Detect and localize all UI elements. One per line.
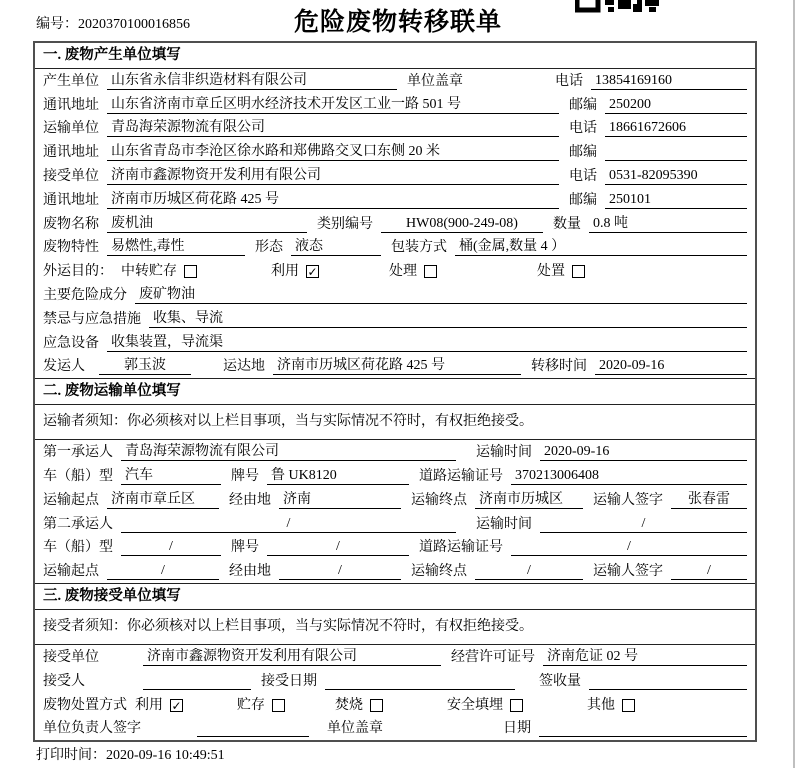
field-label: 邮编 [569,145,597,161]
field-value: / [107,562,219,580]
print-time [36,744,225,764]
checkbox-field [335,697,447,714]
field-label: 单位盖章 [407,73,463,89]
field-value: 济南市历城区荷花路 425 号 [273,357,521,375]
form-row [35,355,755,379]
field-label: 废物处置方式 [43,697,127,713]
field-label: 运输人签字 [593,564,663,580]
field-label: 包装方式 [391,240,447,256]
checkbox-label: 焚烧 [335,697,363,713]
field-value: 废机油 [107,215,307,233]
field-value: / [511,538,747,556]
field-label: 发运人 [43,359,85,375]
field-label: 单位盖章 [327,721,383,737]
field-value: 废矿物油 [135,286,747,304]
field-label: 电话 [569,168,597,184]
field-value: 18661672606 [605,119,747,137]
field-value: 郭玉波 [99,357,191,375]
checkbox-label: 贮存 [237,697,265,713]
field-label: 运输终点 [411,492,467,508]
field-value: 250101 [605,191,747,209]
field-value: 0.8 吨 [589,215,747,233]
form-row [35,559,755,583]
form-row [35,236,755,260]
field-label: 运输起点 [43,564,99,580]
field-value: / [279,562,401,580]
field-label: 废物特性 [43,240,99,256]
field-value: 青岛海荣源物流有限公司 [121,443,456,461]
checkbox-icon [510,699,523,712]
field-value: 13854169160 [591,72,747,90]
field-label: 转移时间 [531,359,587,375]
field-value: / [475,562,583,580]
field-label: 道路运输证号 [419,540,503,556]
field-label: 主要危险成分 [43,287,127,303]
field-label: 道路运输证号 [419,468,503,484]
field-label: 日期 [503,721,531,737]
page-edge-line [793,0,795,768]
doc-number-value: 2020370100016856 [78,17,190,32]
section-heading: 一. 废物产生单位填写 [35,43,755,69]
field-label: 签收量 [539,673,581,689]
field-value: 济南 [279,491,401,509]
checkbox-label: 其他 [587,697,615,713]
field-label: 通讯地址 [43,97,99,113]
field-value: / [540,515,747,533]
qr-code-fragment [575,0,663,13]
field-label: 外运目的： [43,264,113,280]
form-row [35,440,755,464]
field-value: 370213006408 [511,467,747,485]
field-value: 青岛海荣源物流有限公司 [107,119,559,137]
field-label: 牌号 [231,468,259,484]
form-row [35,188,755,212]
form-row [35,717,755,741]
field-value: 济南市鑫源物资开发利用有限公司 [143,648,441,666]
field-value [143,672,251,690]
checkbox-field [135,697,237,714]
field-value: 易燃性,毒性 [107,238,245,256]
section-note: 接受者须知：你必须核对以上栏目事项，当与实际情况不符时，有权拒绝接受。 [35,610,755,645]
field-value [605,143,747,161]
checkbox-field [121,263,271,280]
field-value: 鲁 UK8120 [267,467,409,485]
field-value: 2020-09-16 [540,443,747,461]
field-label: 运输时间 [476,516,532,532]
field-label: 第一承运人 [43,445,113,461]
checkbox-label: 中转贮存 [121,264,177,280]
field-label: 接受日期 [261,673,317,689]
field-value [589,672,747,690]
page-title: 危险废物转移联单 [293,9,502,36]
field-label: 数量 [553,216,581,232]
field-label: 经由地 [229,564,271,580]
checkbox-label: 处置 [537,264,565,280]
section-heading: 二. 废物运输单位填写 [35,378,755,405]
checkbox-field [587,697,635,714]
checkbox-checked-icon: ✓ [307,265,318,280]
form-row [35,117,755,141]
checkbox-label: 利用 [271,264,299,280]
field-value: 0531-82095390 [605,167,747,185]
print-time-value: 2020-09-16 10:49:51 [106,748,225,763]
field-label: 形态 [255,240,283,256]
field-value: 济南市章丘区 [107,491,219,509]
field-label: 废物名称 [43,216,99,232]
doc-number-label: 编号： [36,17,78,32]
field-label: 牌号 [231,540,259,556]
section-heading: 三. 废物接受单位填写 [35,583,755,610]
field-value: 收集、导流 [149,310,747,328]
field-value: 山东省青岛市李沧区徐水路和郑佛路交叉口东侧 20 米 [107,143,559,161]
field-label: 第二承运人 [43,516,113,532]
form-row [35,164,755,188]
field-label: 禁忌与应急措施 [43,311,141,327]
field-label: 通讯地址 [43,192,99,208]
field-label: 经营许可证号 [451,649,535,665]
form-table [33,41,757,742]
field-value: 张春雷 [671,491,747,509]
field-value: 收集装置，导流渠 [107,334,747,352]
form-row [35,645,755,669]
field-label: 运输终点 [411,564,467,580]
form-row [35,488,755,512]
field-label: 运输人签字 [593,492,663,508]
form-row [35,693,755,717]
checkbox-icon [370,699,383,712]
field-value: 济南危证 02 号 [543,648,747,666]
checkbox-icon [424,265,437,278]
field-label: 运输起点 [43,492,99,508]
checkbox-label: 安全填埋 [447,697,503,713]
checkbox-icon [572,265,585,278]
field-value: 济南市历城区荷花路 425 号 [107,191,559,209]
checkbox-checked-icon: ✓ [171,698,182,713]
field-value: 汽车 [121,467,221,485]
form-row [35,93,755,117]
field-value: 济南市历城区 [475,491,583,509]
form-row [35,464,755,488]
field-value: / [121,515,456,533]
form-row [35,283,755,307]
field-value: HW08(900-249-08) [381,215,543,233]
field-value [539,719,747,737]
form-row [35,536,755,560]
field-value: 山东省永信非织造材料有限公司 [107,72,397,90]
field-label: 车（船）型 [43,540,113,556]
form-row [35,140,755,164]
field-label: 单位负责人签字 [43,721,141,737]
field-label: 接受单位 [43,649,99,665]
field-value: 2020-09-16 [595,357,747,375]
field-value: / [671,562,747,580]
checkbox-label: 利用 [135,697,163,713]
form-row [35,69,755,93]
field-value: 250200 [605,96,747,114]
form-row [35,307,755,331]
field-value [197,719,309,737]
checkbox-field [237,697,335,714]
print-time-label: 打印时间： [36,748,106,763]
field-label: 车（船）型 [43,468,113,484]
field-value: 济南市鑫源物资开发利用有限公司 [107,167,559,185]
form-row [35,259,755,283]
field-label: 电话 [555,73,583,89]
checkbox-field [447,697,587,714]
checkbox-field [389,263,537,280]
field-label: 邮编 [569,97,597,113]
checkbox-icon [622,699,635,712]
form-row [35,669,755,693]
field-label: 接受人 [43,673,85,689]
form-row [35,331,755,355]
checkbox-field [271,263,389,280]
field-label: 经由地 [229,492,271,508]
field-value: 山东省济南市章丘区明水经济技术开发区工业一路 501 号 [107,96,559,114]
field-label: 运输时间 [476,445,532,461]
field-label: 电话 [569,121,597,137]
form-row [35,512,755,536]
field-label: 类别编号 [317,216,373,232]
checkbox-field [537,263,585,280]
checkbox-icon [184,265,197,278]
section-note: 运输者须知：你必须核对以上栏目事项，当与实际情况不符时，有权拒绝接受。 [35,405,755,440]
checkbox-icon [272,699,285,712]
field-value: / [267,538,409,556]
form-row [35,212,755,236]
field-label: 产生单位 [43,73,99,89]
field-value: 桶(金属,数量 4 ） [455,238,747,256]
document-header [0,0,796,41]
checkbox-label: 处理 [389,264,417,280]
field-label: 运达地 [223,359,265,375]
field-label: 应急设备 [43,335,99,351]
field-label: 接受单位 [43,168,99,184]
field-value [325,672,515,690]
field-label: 邮编 [569,192,597,208]
field-value: 液态 [291,238,381,256]
field-label: 通讯地址 [43,145,99,161]
field-value: / [121,538,221,556]
field-label: 运输单位 [43,121,99,137]
